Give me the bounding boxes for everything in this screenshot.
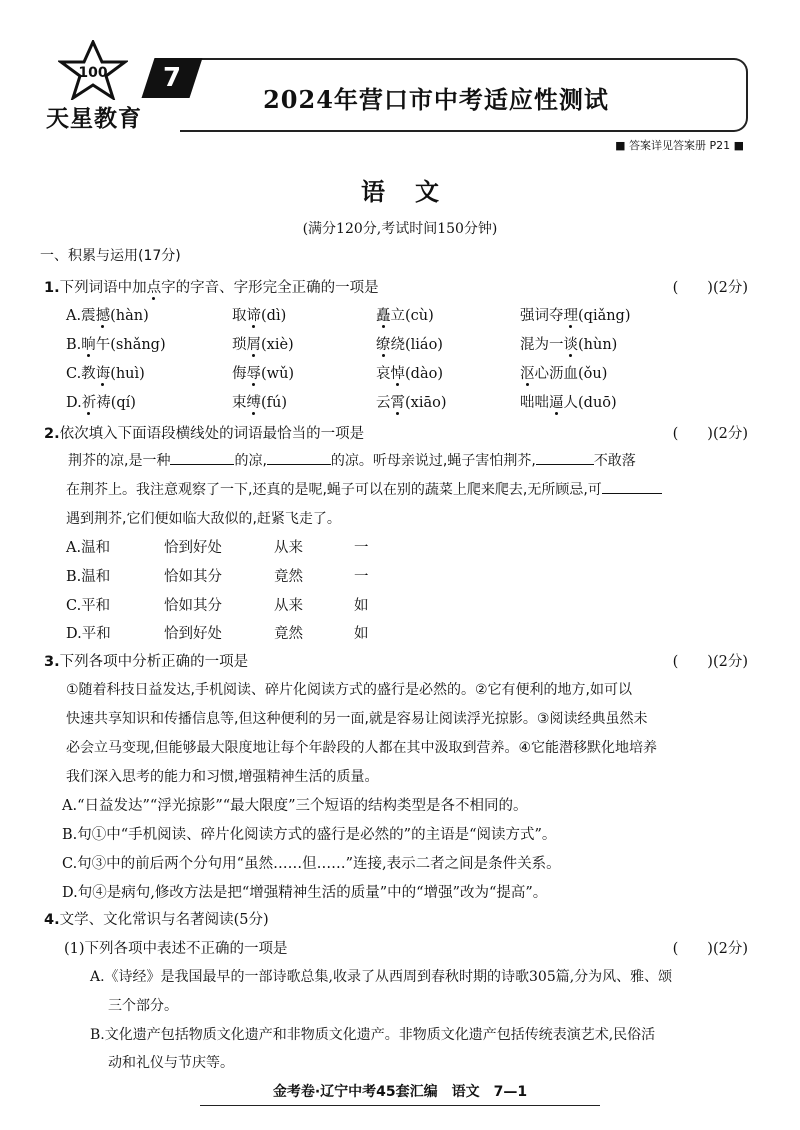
q1-option-word: 琐屑(xiè) xyxy=(232,337,294,353)
question-3-option: A.“日益发达”“浮光掠影”“最大限度”三个短语的结构类型是各不相同的。 xyxy=(62,798,528,814)
question-3-option: B.句①中“手机阅读、碎片化阅读方式的盛行是必然的”的主语是“阅读方式”。 xyxy=(62,827,557,843)
q1-option-word: 矗立(cù) xyxy=(376,308,434,324)
question-4-option-a-cont: 三个部分。 xyxy=(108,998,178,1014)
question-3-passage-line: ①随着科技日益发达,手机阅读、碎片化阅读方式的盛行是必然的。②它有便利的地方,如可以 xyxy=(66,682,632,698)
q2-option-word: 从来 xyxy=(274,540,303,556)
subject-title: 语文 xyxy=(361,177,469,206)
answer-blank xyxy=(267,450,331,465)
q1-option-word: 束缚(fú) xyxy=(232,395,288,411)
question-4-option-b: B.文化遗产包括物质文化遗产和非物质文化遗产。非物质文化遗产包括传统表演艺术,民俗活 xyxy=(90,1027,656,1043)
q1-option-word: 缭绕(liáo) xyxy=(376,337,443,353)
q1-option-word: 侮辱(wǔ) xyxy=(232,366,295,382)
q2-option-word: 恰如其分 xyxy=(164,569,222,585)
section-heading: 一、积累与运用(17分) xyxy=(40,248,181,264)
question-4-option-a: A.《诗经》是我国最早的一部诗歌总集,收录了从西周到春秋时期的诗歌305篇,分为风、雅、颂 xyxy=(90,969,673,985)
q2-option-word: 竟然 xyxy=(274,569,303,585)
star-logo-icon xyxy=(58,40,128,100)
page-footer: 金考卷·辽宁中考45套汇编 语文 7—1 xyxy=(272,1084,528,1100)
question-3-passage-line: 必会立马变现,但能够最大限度地让每个年龄段的人都在其中汲取到营养。④它能潜移默化地培养 xyxy=(66,740,657,756)
question-1-score: ( )(2分) xyxy=(672,280,748,296)
question-3-option: C.句③中的前后两个分句用“虽然……但……”连接,表示二者之间是条件关系。 xyxy=(62,856,561,872)
q2-option-word: D.平和 xyxy=(66,626,111,642)
q1-option-word: B.晌午(shǎng) xyxy=(66,337,166,353)
question-3-score: ( )(2分) xyxy=(672,654,748,670)
logo-number: 100 xyxy=(78,65,108,81)
question-4-sub1-stem: (1)下列各项中表述不正确的一项是 xyxy=(64,941,288,957)
answer-blank xyxy=(170,450,234,465)
q1-option-word: 咄咄逼人(duō) xyxy=(520,395,617,411)
q2-option-word: B.温和 xyxy=(66,569,111,585)
paper-number-tab: 7 xyxy=(142,58,203,98)
q2-option-word: 从来 xyxy=(274,598,303,614)
q2-option-word: A.温和 xyxy=(66,540,111,556)
q2-option-word: 恰到好处 xyxy=(164,540,222,556)
question-4-option-b-cont: 动和礼仪与节庆等。 xyxy=(108,1055,234,1071)
brand-name: 天星教育 xyxy=(46,106,142,132)
question-3-option: D.句④是病句,修改方法是把“增强精神生活的质量”中的“增强”改为“提高”。 xyxy=(62,885,548,901)
question-3-passage-line: 我们深入思考的能力和习惯,增强精神生活的质量。 xyxy=(66,769,379,785)
question-2-passage-line: 荆芥的凉,是一种 的凉, 的凉。听母亲说过,蝇子害怕荆芥, 不敢落 xyxy=(66,450,636,470)
q2-option-word: 竟然 xyxy=(274,626,303,642)
q2-option-word: C.平和 xyxy=(66,598,111,614)
q2-option-word: 如 xyxy=(354,598,369,614)
question-4-sub1-score: ( )(2分) xyxy=(672,941,748,957)
q1-option-word: 沤心沥血(ǒu) xyxy=(520,366,608,382)
answer-blank xyxy=(536,450,594,465)
q1-option-word: 哀悼(dào) xyxy=(376,366,443,382)
question-2-passage-line: 遇到荆芥,它们便如临大敌似的,赶紧飞走了。 xyxy=(66,511,341,527)
q2-option-word: 恰到好处 xyxy=(164,626,222,642)
question-2-stem: 2.依次填入下面语段横线处的词语最恰当的一项是 xyxy=(44,426,365,442)
q1-option-word: 混为一谈(hùn) xyxy=(520,337,618,353)
q2-option-word: 一 xyxy=(354,569,369,585)
question-2-passage-line: 在荆芥上。我注意观察了一下,还真的是呢,蝇子可以在别的蔬菜上爬来爬去,无所顾忌,可 xyxy=(66,479,662,499)
q2-option-word: 恰如其分 xyxy=(164,598,222,614)
question-3-passage-line: 快速共享知识和传播信息等,但这种便利的另一面,就是容易让阅读浮光掠影。③阅读经典虽然未 xyxy=(66,711,648,727)
answer-reference: ■ 答案详见答案册 P21 ■ xyxy=(615,139,744,152)
q1-option-word: 强词夺理(qiǎng) xyxy=(520,308,631,324)
q1-option-word: C.教诲(huì) xyxy=(66,366,145,382)
question-2-score: ( )(2分) xyxy=(672,426,748,442)
q1-option-word: D.祈祷(qí) xyxy=(66,395,136,411)
q2-option-word: 一 xyxy=(354,540,369,556)
q1-option-word: 云霄(xiāo) xyxy=(376,395,447,411)
question-4-stem: 4.文学、文化常识与名著阅读(5分) xyxy=(44,912,269,928)
question-1-stem: 1.下列词语中加点字的字音、字形完全正确的一项是 xyxy=(44,280,379,296)
score-info: (满分120分,考试时间150分钟) xyxy=(302,221,498,237)
answer-blank xyxy=(602,479,662,494)
q2-option-word: 如 xyxy=(354,626,369,642)
exam-title: 2024年营口市中考适应性测试 xyxy=(263,85,609,114)
q1-option-word: A.震撼(hàn) xyxy=(66,308,149,324)
question-3-stem: 3.下列各项中分析正确的一项是 xyxy=(44,654,249,670)
footer-divider xyxy=(200,1105,600,1106)
q1-option-word: 取谛(dì) xyxy=(232,308,287,324)
